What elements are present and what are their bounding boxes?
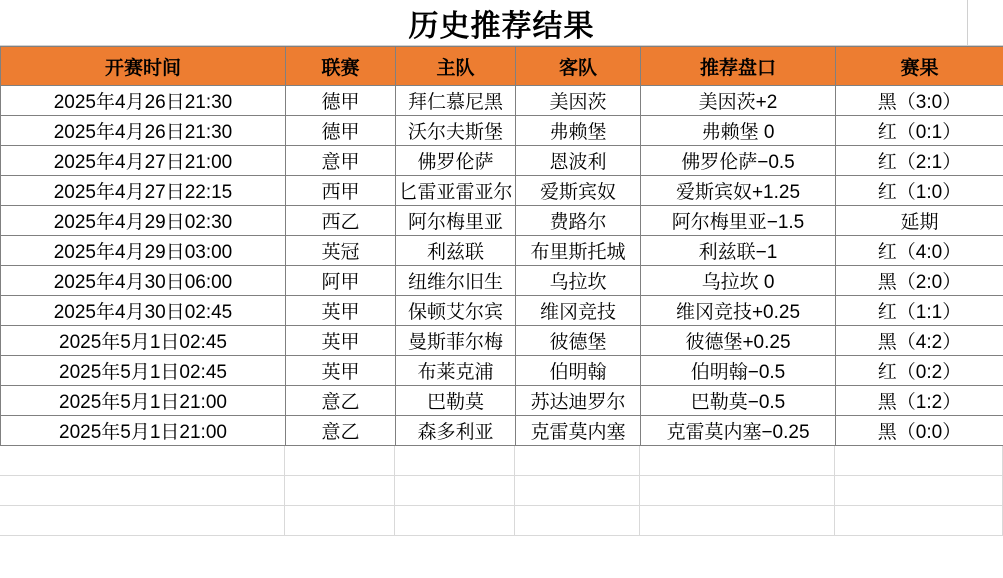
cell-result: 黑（1:2）: [836, 386, 1003, 416]
cell-line: 阿尔梅里亚−1.5: [641, 206, 836, 236]
table-row: [1, 206, 1003, 236]
page-title-row: [0, 0, 1003, 46]
cell-line: 彼德堡+0.25: [641, 326, 836, 356]
empty-cell: [285, 446, 395, 476]
empty-cell: [395, 476, 515, 506]
table-row: [1, 236, 1003, 266]
cell-result: 红（1:0）: [836, 176, 1003, 206]
cell-home: 保顿艾尔宾: [396, 296, 516, 326]
page-title: 历史推荐结果: [408, 9, 595, 43]
cell-league: 意乙: [286, 416, 396, 446]
empty-cell: [285, 476, 395, 506]
cell-time: 2025年5月1日02:45: [1, 326, 286, 356]
cell-line: 乌拉坎 0: [641, 266, 836, 296]
cell-line: 佛罗伦萨−0.5: [641, 146, 836, 176]
cell-home: 拜仁慕尼黑: [396, 86, 516, 116]
column-header-time: 开赛时间: [1, 47, 286, 86]
cell-league: 英冠: [286, 236, 396, 266]
cell-result: 红（4:0）: [836, 236, 1003, 266]
table-header: [1, 47, 1003, 86]
cell-home: 布莱克浦: [396, 356, 516, 386]
cell-time: 2025年5月1日02:45: [1, 356, 286, 386]
empty-cell: [515, 476, 640, 506]
cell-home: 曼斯菲尔梅: [396, 326, 516, 356]
cell-away: 恩波利: [516, 146, 641, 176]
table-row: [1, 266, 1003, 296]
cell-away: 克雷莫内塞: [516, 416, 641, 446]
cell-result: 黑（0:0）: [836, 416, 1003, 446]
table-row: [1, 326, 1003, 356]
cell-league: 英甲: [286, 356, 396, 386]
empty-cell: [835, 476, 1003, 506]
cell-time: 2025年4月27日21:00: [1, 146, 286, 176]
empty-row: [0, 476, 1003, 506]
cell-line: 巴勒莫−0.5: [641, 386, 836, 416]
cell-away: 彼德堡: [516, 326, 641, 356]
cell-result: 黑（4:2）: [836, 326, 1003, 356]
column-header-away: 客队: [516, 47, 641, 86]
cell-time: 2025年4月29日02:30: [1, 206, 286, 236]
cell-league: 英甲: [286, 326, 396, 356]
cell-league: 意甲: [286, 146, 396, 176]
table-row: [1, 356, 1003, 386]
cell-league: 阿甲: [286, 266, 396, 296]
cell-away: 费路尔: [516, 206, 641, 236]
cell-away: 苏达迪罗尔: [516, 386, 641, 416]
cell-home: 佛罗伦萨: [396, 146, 516, 176]
cell-time: 2025年5月1日21:00: [1, 386, 286, 416]
empty-cell: [0, 506, 285, 536]
table-row: [1, 296, 1003, 326]
empty-cell: [0, 446, 285, 476]
cell-line: 美因茨+2: [641, 86, 836, 116]
empty-row: [0, 446, 1003, 476]
column-header-line: 推荐盘口: [641, 47, 836, 86]
cell-league: 西甲: [286, 176, 396, 206]
cell-league: 德甲: [286, 116, 396, 146]
title-right-filler: [967, 0, 1003, 46]
cell-league: 西乙: [286, 206, 396, 236]
empty-cell: [835, 446, 1003, 476]
cell-result: 延期: [836, 206, 1003, 236]
table-row: [1, 386, 1003, 416]
table-row: [1, 176, 1003, 206]
cell-home: 沃尔夫斯堡: [396, 116, 516, 146]
empty-cell: [640, 446, 835, 476]
table-row: [1, 116, 1003, 146]
empty-cell: [395, 446, 515, 476]
cell-away: 美因茨: [516, 86, 641, 116]
empty-cell: [285, 506, 395, 536]
empty-cell: [835, 506, 1003, 536]
cell-line: 弗赖堡 0: [641, 116, 836, 146]
cell-time: 2025年4月30日02:45: [1, 296, 286, 326]
empty-cell: [395, 506, 515, 536]
cell-home: 匕雷亚雷亚尔: [396, 176, 516, 206]
cell-time: 2025年4月26日21:30: [1, 86, 286, 116]
cell-away: 乌拉坎: [516, 266, 641, 296]
cell-home: 森多利亚: [396, 416, 516, 446]
cell-result: 红（1:1）: [836, 296, 1003, 326]
cell-line: 克雷莫内塞−0.25: [641, 416, 836, 446]
column-header-home: 主队: [396, 47, 516, 86]
empty-row: [0, 506, 1003, 536]
cell-time: 2025年4月27日22:15: [1, 176, 286, 206]
cell-line: 爱斯宾奴+1.25: [641, 176, 836, 206]
cell-home: 巴勒莫: [396, 386, 516, 416]
table-row: [1, 416, 1003, 446]
cell-home: 纽维尔旧生: [396, 266, 516, 296]
cell-line: 利兹联−1: [641, 236, 836, 266]
cell-result: 红（0:2）: [836, 356, 1003, 386]
cell-away: 伯明翰: [516, 356, 641, 386]
cell-league: 意乙: [286, 386, 396, 416]
table-row: [1, 146, 1003, 176]
empty-cell: [640, 506, 835, 536]
table-body: [1, 86, 1003, 446]
cell-result: 黑（3:0）: [836, 86, 1003, 116]
cell-away: 布里斯托城: [516, 236, 641, 266]
column-header-league: 联赛: [286, 47, 396, 86]
cell-home: 利兹联: [396, 236, 516, 266]
cell-line: 维冈竞技+0.25: [641, 296, 836, 326]
empty-cell: [0, 476, 285, 506]
table-row: [1, 86, 1003, 116]
cell-league: 德甲: [286, 86, 396, 116]
cell-away: 弗赖堡: [516, 116, 641, 146]
cell-result: 红（2:1）: [836, 146, 1003, 176]
cell-time: 2025年4月29日03:00: [1, 236, 286, 266]
cell-away: 维冈竞技: [516, 296, 641, 326]
empty-cell: [640, 476, 835, 506]
cell-away: 爱斯宾奴: [516, 176, 641, 206]
empty-cell: [515, 446, 640, 476]
column-header-result: 赛果: [836, 47, 1003, 86]
cell-home: 阿尔梅里亚: [396, 206, 516, 236]
history-results-table: [0, 46, 1003, 446]
cell-result: 红（0:1）: [836, 116, 1003, 146]
header-row: [1, 47, 1003, 86]
empty-grid-area: [0, 446, 1003, 536]
cell-time: 2025年4月30日06:00: [1, 266, 286, 296]
cell-result: 黑（2:0）: [836, 266, 1003, 296]
cell-time: 2025年5月1日21:00: [1, 416, 286, 446]
empty-cell: [515, 506, 640, 536]
cell-line: 伯明翰−0.5: [641, 356, 836, 386]
cell-time: 2025年4月26日21:30: [1, 116, 286, 146]
cell-league: 英甲: [286, 296, 396, 326]
